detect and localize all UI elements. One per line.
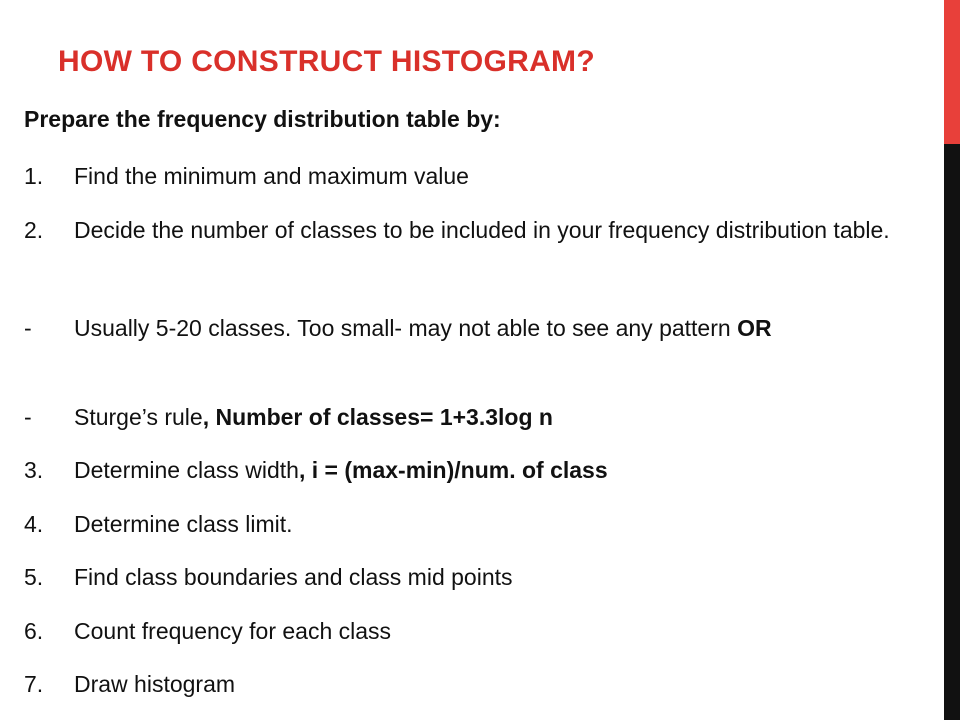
- slide-title: HOW TO CONSTRUCT HISTOGRAM?: [58, 45, 595, 78]
- list-item-text: Count frequency for each class: [74, 618, 392, 644]
- emphasis: , Number of classes= 1+3.3log n: [202, 404, 553, 430]
- list-item-text: Determine class limit.: [74, 511, 293, 537]
- list-marker: -: [24, 315, 32, 341]
- list-item-text: Sturge’s rule, Number of classes= 1+3.3log n: [74, 404, 553, 430]
- list-marker: 2.: [24, 217, 44, 243]
- emphasis: , i = (max-min)/num. of class: [298, 457, 608, 483]
- emphasis: OR: [737, 315, 772, 341]
- accent-bar-black: [944, 144, 960, 720]
- intro-text: Prepare the frequency distribution table by:: [24, 106, 501, 132]
- list-marker: 4.: [24, 511, 44, 537]
- list-marker: 1.: [24, 163, 44, 189]
- list-marker: -: [24, 404, 32, 430]
- list-marker: 3.: [24, 457, 44, 483]
- list-marker: 6.: [24, 618, 44, 644]
- accent-bar-red: [944, 0, 960, 144]
- list-item-text: Usually 5-20 classes. Too small- may not able to see any pattern OR: [74, 315, 772, 341]
- list-item-text: Determine class width, i = (max-min)/num. of class: [74, 457, 608, 483]
- list-item-text: Decide the number of classes to be included in your frequency distribution table.: [74, 217, 890, 243]
- list-marker: 5.: [24, 564, 44, 590]
- list-item-text: Draw histogram: [74, 671, 236, 697]
- list-marker: 7.: [24, 671, 44, 697]
- list-item-text: Find the minimum and maximum value: [74, 163, 469, 189]
- list-item-text: Find class boundaries and class mid points: [74, 564, 513, 590]
